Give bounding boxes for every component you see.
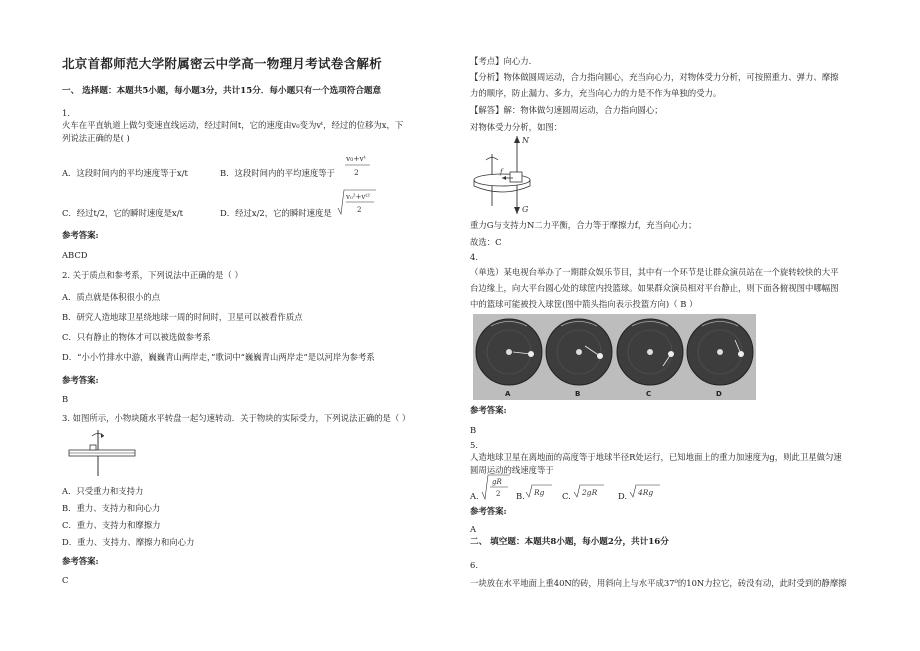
q4-answer-label: 参考答案:	[470, 405, 507, 415]
q5-option-b: B.	[516, 491, 525, 501]
q5-answer-label: 参考答案:	[470, 506, 507, 516]
q3-solution-line3: 重力G与支持力N二力平衡，合力等于摩擦力f，充当向心力；	[470, 220, 697, 230]
svg-text:v₀+vᵗ: v₀+vᵗ	[346, 154, 366, 163]
q5-option-b-formula	[526, 484, 556, 498]
q3-solution-line1: 【解答】解：物体做匀速圆周运动，合力指向圆心；	[470, 105, 663, 115]
q5-stem-line1: 人造地球卫星在离地面的高度等于地球半径R处运行，已知地面上的重力加速度为g，则此卫星做匀速	[470, 452, 842, 462]
disc-label-b: B	[575, 390, 581, 398]
q1-option-b: B．这段时间内的平均速度等于	[220, 168, 336, 178]
q3-stem: 3. 如图所示，小物块随水平转盘一起匀速转动．关于物块的实际受力，下列说法正确的是（ ）	[62, 413, 411, 423]
q3-option-d: D．重力、支持力、摩擦力和向心力	[62, 537, 195, 547]
svg-text:2gR: 2gR	[582, 488, 598, 497]
q3-point: 【考点】向心力.	[470, 56, 532, 66]
q5-option-c-formula	[574, 484, 608, 498]
q2-option-a: A．质点就是体积很小的点	[62, 292, 161, 302]
q1-stem-line1: 火车在平直轨道上做匀变速直线运动，经过时间t，它的速度由v₀变为vᵗ，经过的位移为x，下	[62, 120, 404, 130]
q1-stem-line2: 列说法正确的是( )	[62, 133, 130, 143]
q4-discs	[473, 314, 756, 400]
q3-solution-line2: 对物体受力分析，如图：	[470, 122, 563, 132]
disc-c	[617, 319, 683, 385]
q5-option-a-formula	[482, 474, 512, 502]
svg-text:4Rg: 4Rg	[638, 488, 654, 497]
force-diagram	[472, 134, 562, 216]
q5-option-d-formula	[630, 484, 664, 498]
disc-a	[476, 319, 542, 385]
q4-number: 4.	[470, 252, 478, 262]
svg-text:2: 2	[496, 490, 501, 498]
q6-number: 6.	[470, 560, 478, 570]
svg-text:Rg: Rg	[534, 488, 545, 497]
q4-photo-panel	[473, 314, 756, 400]
q5-answer: A	[470, 524, 477, 534]
q5-option-a: A.	[470, 491, 479, 501]
section-1-heading: 一、 选择题：本题共5小题，每小题3分，共计15分．每小题只有一个选项符合题意	[62, 86, 382, 96]
q6-stem: 一块放在水平地面上重40N的砖，用斜向上与水平成37⁰的10N力拉它，砖没有动，此时受到的静摩擦	[470, 578, 847, 588]
turntable-figure	[68, 428, 140, 478]
q3-option-a: A．只受重力和支持力	[62, 486, 144, 496]
disc-label-d: D	[716, 390, 722, 398]
q2-option-d: D．“小小竹排水中游，巍巍青山两岸走，”歌词中“巍巍青山两岸走”是以河岸为参考系	[62, 352, 375, 362]
q4-stem-line2: 台边缘上，向大平台圆心处的球筐内投篮球。如果群众演员相对平台静止，则下面各俯视图中哪幅图	[470, 283, 839, 293]
q1-option-d-formula	[338, 188, 378, 218]
disc-b	[546, 319, 612, 385]
label-g: G	[522, 205, 529, 214]
page-title: 北京首都师范大学附属密云中学高一物理月考试卷含解析	[62, 56, 383, 71]
q5-option-d: D.	[618, 491, 628, 501]
q4-stem-line1: （单选）某电视台举办了一期群众娱乐节目，其中有一个环节是让群众演员站在一个旋转较快的大平	[470, 267, 839, 277]
q2-option-b: B．研究人造地球卫星绕地球一周的时间时，卫星可以被看作质点	[62, 312, 303, 322]
q3-option-b: B．重力、支持力和向心力	[62, 503, 161, 513]
q1-option-a: A．这段时间内的平均速度等于x/t	[62, 168, 188, 178]
q3-analysis-line1: 【分析】物体做圆周运动，合力指向圆心，充当向心力，对物体受力分析，可按照重力、弹力、摩擦	[470, 72, 839, 82]
q5-number: 5.	[470, 440, 478, 450]
q3-analysis-line2: 力的顺序，防止漏力、多力，充当向心力的力是不作为单独的受力。	[470, 88, 722, 98]
q3-option-c: C．重力、支持力和摩擦力	[62, 520, 161, 530]
q1-answer-label: 参考答案:	[62, 230, 99, 240]
disc-label-c: C	[646, 390, 652, 398]
disc-label-a: A	[505, 390, 511, 398]
disc-d	[687, 319, 753, 385]
svg-text:2: 2	[354, 168, 359, 177]
section-2-heading: 二、 填空题：本题共8小题，每小题2分，共计16分	[470, 537, 669, 547]
svg-text:gR: gR	[492, 478, 502, 486]
q4-answer: B	[470, 425, 477, 435]
q2-answer-label: 参考答案:	[62, 375, 99, 385]
svg-text:v₀²+vᵗ²: v₀²+vᵗ²	[346, 193, 370, 201]
q1-option-d: D．经过x/2，它的瞬时速度是	[220, 208, 332, 218]
q4-stem-line3: 中的篮球可能被投入球筐(图中箭头指向表示投篮方向)（ B ）	[470, 299, 698, 309]
label-n: N	[522, 136, 529, 145]
q3-answer-label: 参考答案:	[62, 556, 99, 566]
q5-option-c: C.	[562, 491, 571, 501]
q1-option-c: C．经过t/2，它的瞬时速度是x/t	[62, 208, 183, 218]
q2-option-c: C．只有静止的物体才可以被选做参考系	[62, 332, 211, 342]
q2-stem: 2. 关于质点和参考系，下列说法中正确的是（ ）	[62, 270, 243, 280]
q1-number: 1.	[62, 108, 70, 118]
q2-answer: B	[62, 394, 69, 404]
label-f: f	[500, 168, 503, 176]
svg-text:2: 2	[357, 206, 362, 214]
q1-option-b-formula	[344, 152, 374, 180]
q3-answer: C	[62, 575, 69, 585]
q1-answer: ABCD	[62, 250, 88, 260]
q5-stem-line2: 圆周运动的线速度等于	[470, 465, 554, 475]
q3-choice: 故选：C	[470, 237, 502, 247]
